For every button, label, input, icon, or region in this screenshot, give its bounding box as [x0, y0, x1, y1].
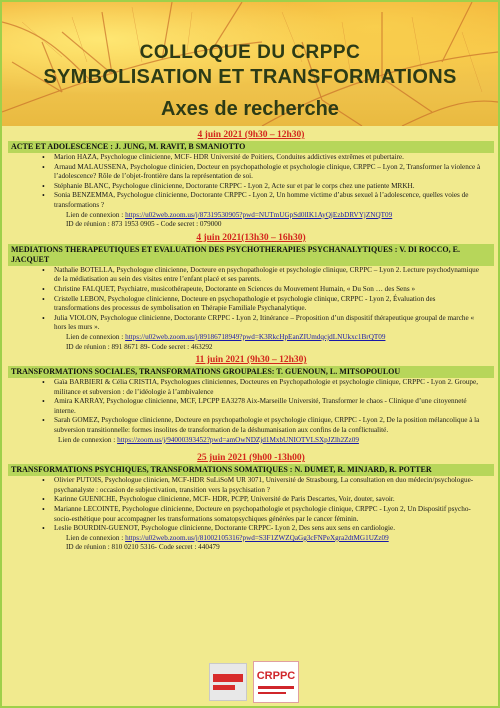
session-heading: TRANSFORMATIONS PSYCHIQUES, TRANSFORMATIONS SOMATIQUES : N. DUMET, R. MINJARD, R. POTTER — [8, 464, 494, 476]
session-date: 25 juin 2021 (9h00 -13h00) — [197, 453, 305, 464]
session-heading: MEDIATIONS THERAPEUTIQUES ET EVALUATION DES PSYCHOTHERAPIES PSYCHANALYTIQUES : V. DI ROCCO, E. JACQUET — [8, 244, 494, 266]
speaker-item: • Arnaud MALAUSSENA, Psychologue clinicien, Docteur en psychopathologie et psychologie clinique, CRPPC – Lyon 2, Transformer la violence à l’adolescence? Rôle de l’objet-frontière dans la représentation de soi. — [54, 163, 494, 182]
connection-label: Lien de connexion : — [58, 435, 118, 444]
speaker-item: • Olivier PUTOIS, Psychologue clinicien, MCF-HDR SuLiSoM UR 3071, Université de Strasbourg, La consultation en duo médecin/psychologue-psychanalyste : occasion de subjectivation, transition vers la psychisation ? — [54, 476, 494, 495]
meeting-id: ID de réunion : 810 0210 5316- Code secret : 440479 — [66, 543, 220, 552]
connection-line — [8, 333, 494, 343]
footer-logos — [209, 661, 299, 705]
speaker-item: • Marianne LECOINTE, Psychologue clinicienne, Docteure en psychopathologie et psychologie clinique, CRPPC - Lyon 2, Un Dispositif psycho-socio-esthétique pour accompagner les transformations somatopsychiques générées par le cancer féminin. — [54, 505, 494, 524]
banner-title-line2: SYMBOLISATION ET TRANSFORMATIONS — [43, 66, 457, 88]
speaker-list — [8, 476, 494, 534]
speaker-item: • Leslie BOURDIN-GUENOT, Psychologue clinicienne, Doctorante CRPPC- Lyon 2, Des sens aux sens en cardiologie. — [54, 524, 494, 534]
session-block — [8, 355, 494, 445]
session-block — [8, 130, 494, 230]
speaker-item: • Karinne GUENICHE, Psychologue clinicienne, MCF- HDR, PCPP, Université de Paris Descartes, Voir, douter, savoir. — [54, 495, 494, 505]
speaker-item: • Julia VIOLON, Psychologue clinicienne, Doctorante CRPPC - Lyon 2, Itinérance – Proposition d’un dispositif thérapeutique groupal de marche « hors les murs ». — [54, 314, 494, 333]
speaker-item: • Marion HAZA, Psychologue clinicienne, MCF- HDR Université de Poitiers, Conduites addictives extrêmes et pubertaire. — [54, 153, 494, 163]
zoom-link[interactable]: https://u02web.zoom.us/j/87319530905?pwd=NUTmUGpSd0lIK1AyQjEzbDRVYjZNQT09 — [125, 210, 393, 219]
speaker-item: • Stéphanie BLANC, Psychologue clinicienne, Doctorante CRPPC - Lyon 2, Acte sur et par le corps chez une patiente MRKH. — [54, 182, 494, 192]
session-date: 11 juin 2021 (9h30 – 12h30) — [195, 355, 307, 366]
connection-label: Lien de connexion : — [66, 210, 126, 219]
meeting-id: ID de réunion : 873 1953 0905 - Code secret : 079000 — [66, 220, 222, 229]
speaker-item: • Gaïa BARBIERI & Célia CRISTIA, Psychologues cliniciennes, Docteures en Psychopathologie et psychologie clinique, CRPPC - Lyon 2. Groupe, militance et subversion : de l’idéologie à l’ambivalence — [54, 378, 494, 397]
speaker-list — [8, 153, 494, 211]
connection-line — [8, 534, 494, 544]
banner-title-line3: Axes de recherche — [161, 98, 339, 120]
speaker-item: • Nathalie BOTELLA, Psychologue clinicienne, Docteure en psychopathologie et psychologie clinique, CRPPC – Lyon 2. Lecture psychodynamique de la médiatisation au sein des visites entre l’enfant placé et ses parents. — [54, 266, 494, 285]
session-date: 4 juin 2021 (9h30 – 12h30) — [197, 130, 305, 140]
speaker-item: • Amira KARRAY, Psychologue clinicienne, MCF, LPCPP EA3278 Aix-Marseille Université, Transformer le chaos - Clinique d’une citoyenneté interne. — [54, 397, 494, 416]
crppc-logo — [253, 661, 299, 703]
zoom-link[interactable]: https://zoom.us/j/94000393452?pwd=amOwNDZjd1MxbUNIOTVLSXpJZlh2Zz09 — [117, 435, 359, 444]
speaker-list — [8, 378, 494, 436]
autumn-leaf-banner — [2, 2, 498, 126]
speaker-item: • Christine FALQUET, Psychiatre, musicothérapeute, Doctorante en Sciences du Mouvement Humain, « Du Son … des Sens » — [54, 285, 494, 295]
zoom-link[interactable]: https://u02web.zoom.us/j/81002105316?pwd=S3F1ZWZQaGg3cFNPeXgra2dtMG1UZz09 — [125, 533, 389, 542]
meeting-id: ID de réunion : 891 8671 89- Code secret : 463292 — [66, 342, 213, 351]
connection-label: Lien de connexion : — [66, 332, 126, 341]
crppc-logo-text: CRPPC — [256, 670, 296, 682]
connection-line — [8, 436, 494, 446]
speaker-item: • Cristelle LEBON, Psychologue clinicienne, Docteure en psychopathologie et psychologie clinique, CRPPC - Lyon 2, Évaluation des transformations des processus de symbolisation en Thérapie Familiale Psychanalytique. — [54, 295, 494, 314]
speaker-list — [8, 266, 494, 333]
connection-label: Lien de connexion : — [66, 533, 126, 542]
session-heading: ACTE ET ADOLESCENCE : J. JUNG, M. RAVIT, B SMANIOTTO — [8, 141, 494, 153]
speaker-item: • Sarah GOMEZ, Psychologue clinicienne, Docteure en psychopathologie et psychologie clinique, CRPPC - Lyon 2, De la position mélancolique à la subversion transitionnelle: formes insolites de transformation de la déshumanisation aux confins de la conflictualité. — [54, 416, 494, 435]
connection-line — [8, 211, 494, 221]
university-logo — [209, 663, 247, 701]
session-block — [8, 453, 494, 553]
speaker-item: • Sonia BENZEMMA, Psychologue clinicienne, Doctorante CRPPC - Lyon 2, Un homme victime d’abus sexuel à l’adolescence, quelles voies de transformations ? — [54, 191, 494, 210]
banner-title-line1: COLLOQUE DU CRPPC — [139, 42, 361, 63]
session-date: 4 juin 2021(13h30 – 16h30) — [196, 232, 306, 243]
session-block — [8, 233, 494, 352]
zoom-link[interactable]: https://u02web.zoom.us/j/89186718949?pwd=K3RkcHpEanZIUmdqcjdLNUkxc1BrQT09 — [125, 332, 386, 341]
program-content — [8, 128, 494, 556]
session-heading: TRANSFORMATIONS SOCIALES, TRANSFORMATIONS GROUPALES: T. GUENOUN, L. MITSOPOULOU — [8, 366, 494, 378]
